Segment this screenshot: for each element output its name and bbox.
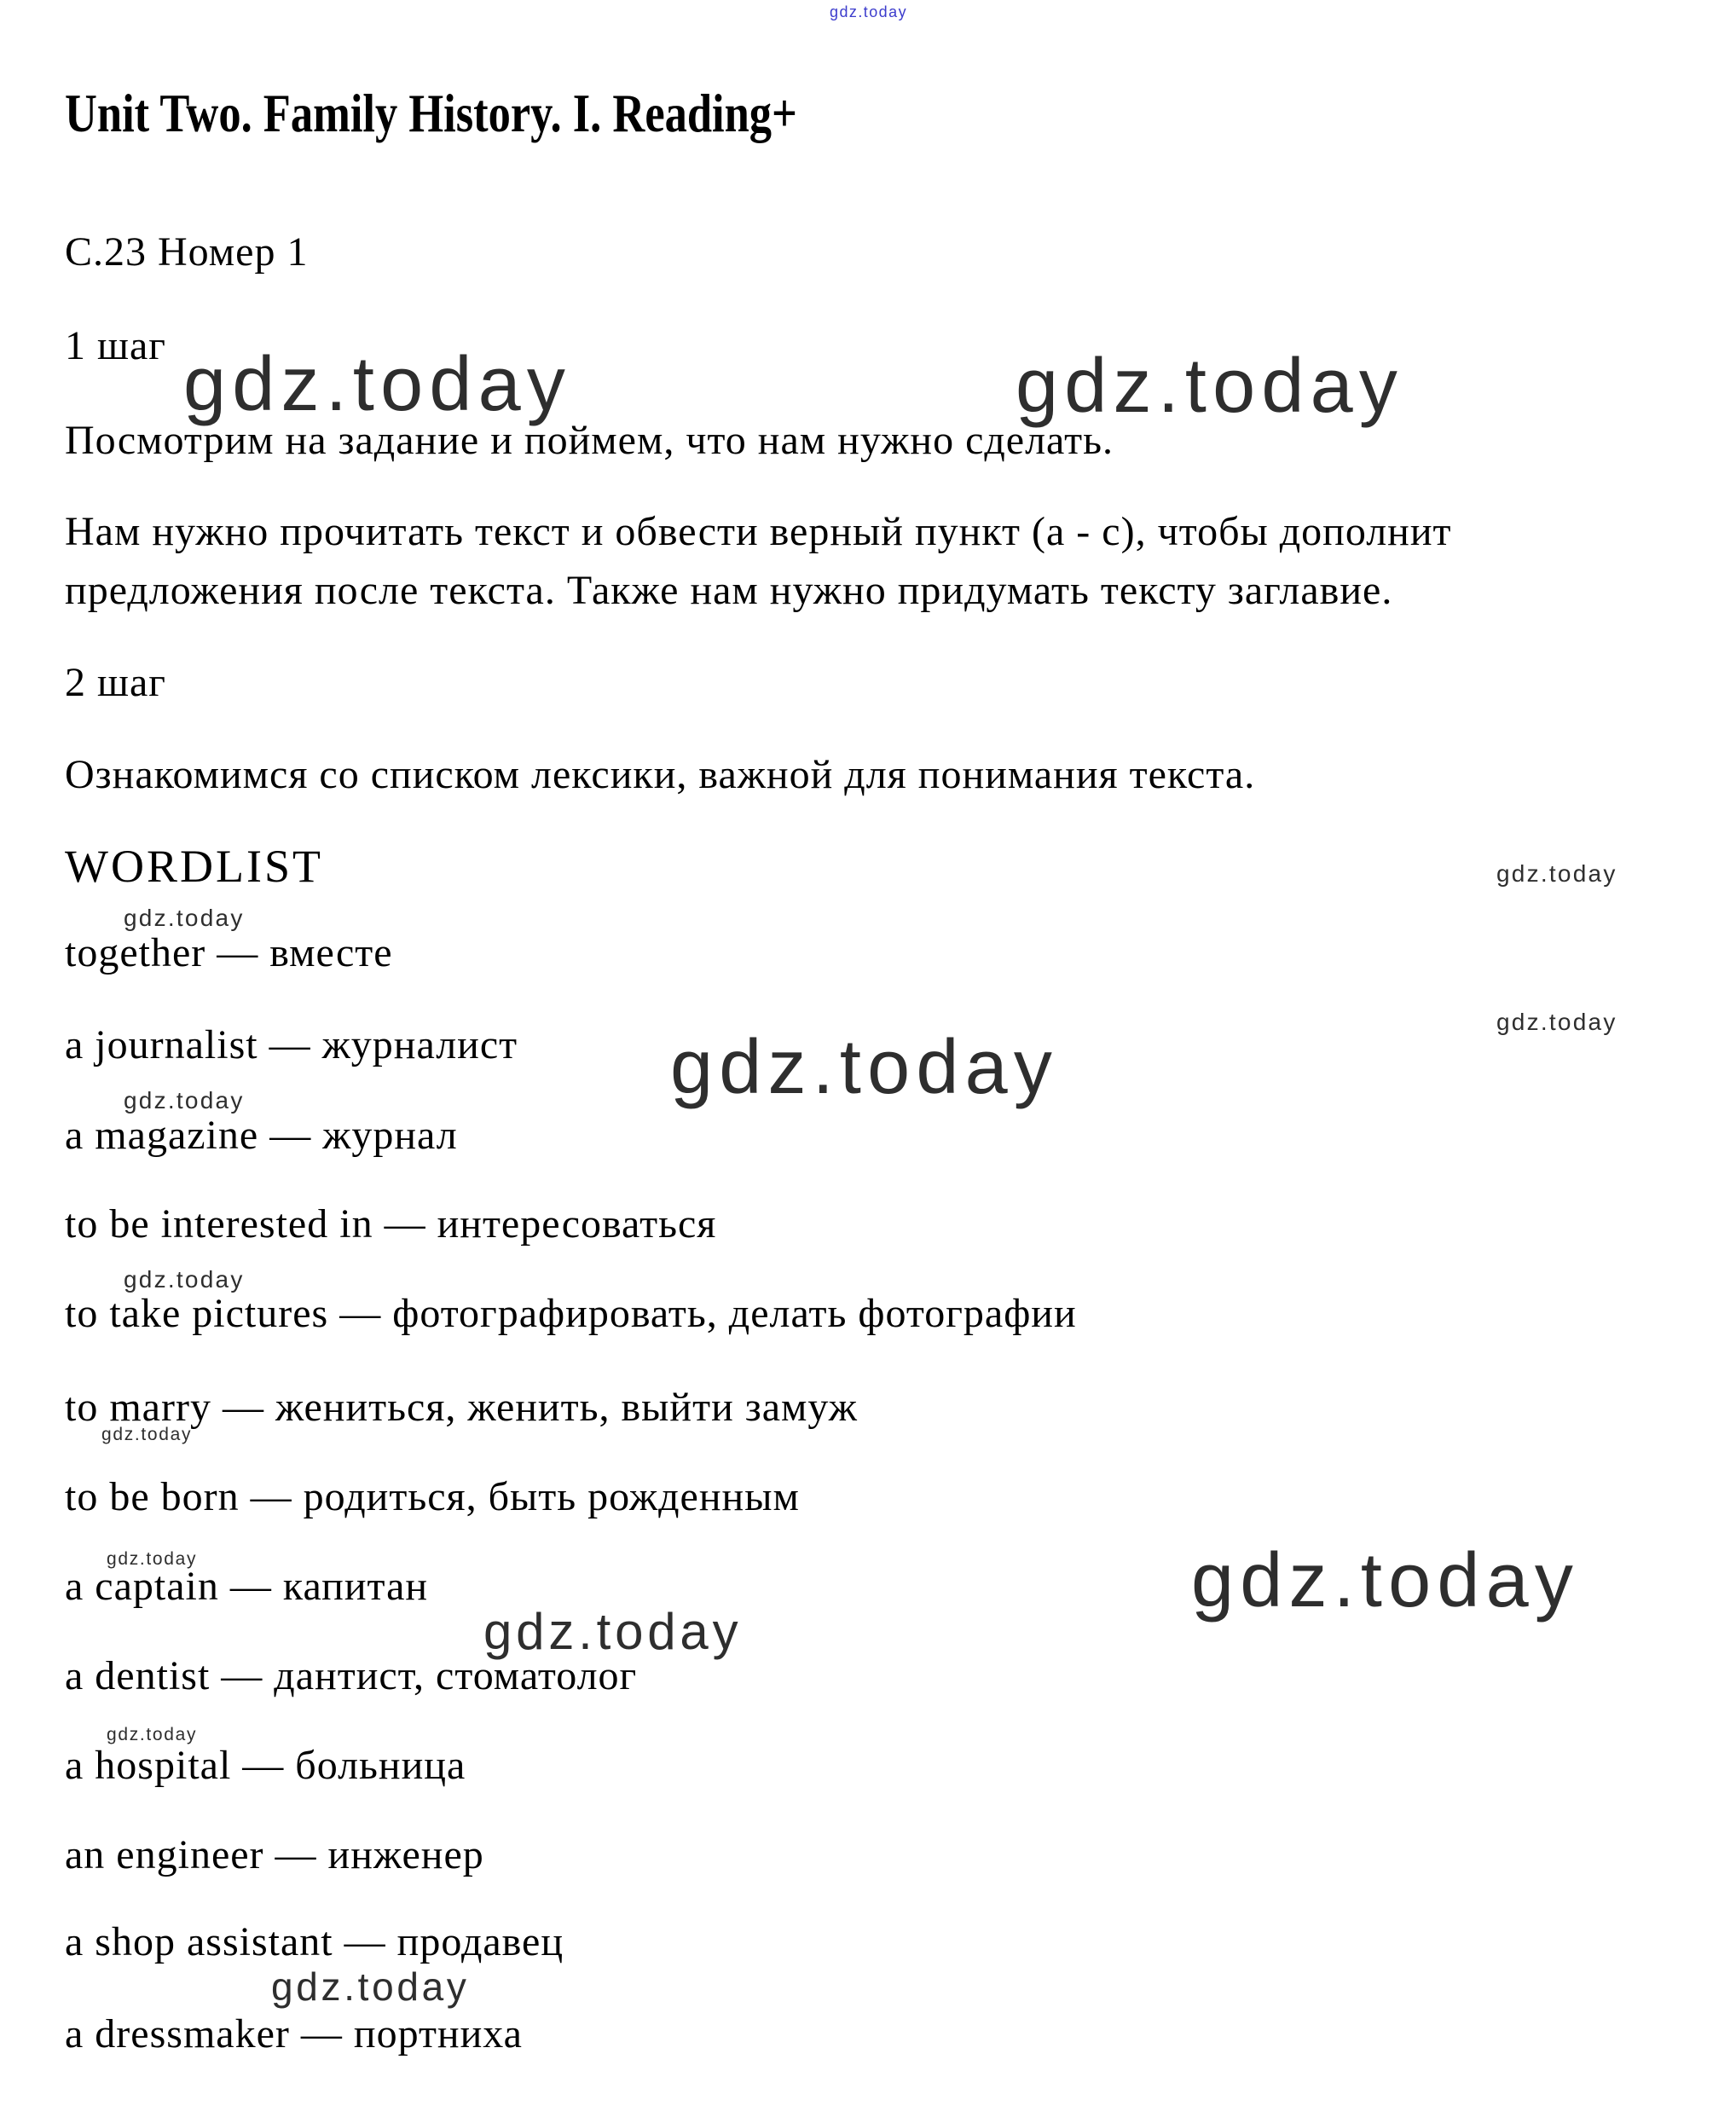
watermark-gdz-small-left-4: gdz.today (101, 1425, 193, 1444)
wordlist-item: a dentist — дантист, стоматолог (65, 1653, 638, 1698)
watermark-gdz-big-right-2: gdz.today (1191, 1538, 1580, 1623)
wordlist-item: to be interested in — интересоваться (65, 1201, 717, 1247)
wordlist-item: to take pictures — фотографировать, делать фотографии (65, 1291, 1077, 1336)
watermark-gdz-small-left-2: gdz.today (124, 1087, 245, 1114)
step-2-label: 2 шаг (65, 660, 166, 705)
wordlist-item: a journalist — журналист (65, 1022, 518, 1067)
wordlist-heading: WORDLIST (65, 841, 323, 892)
watermark-gdz-small-left-5: gdz.today (107, 1549, 198, 1569)
wordlist-item: together — вместе (65, 930, 393, 975)
watermark-gdz-small-left-1: gdz.today (124, 905, 245, 931)
wordlist-item: a shop assistant — продавец (65, 1919, 564, 1964)
wordlist-item: an engineer — инженер (65, 1832, 484, 1877)
page-title: Unit Two. Family History. I. Reading+ (65, 83, 797, 143)
wordlist-item: a dressmaker — портниха (65, 2011, 523, 2056)
watermark-gdz-medium-bottom: gdz.today (271, 1964, 470, 2009)
page-reference: С.23 Номер 1 (65, 229, 309, 275)
watermark-gdz-medium-center: gdz.today (483, 1603, 743, 1660)
wordlist-item: a magazine — журнал (65, 1113, 458, 1158)
watermark-gdz-big-left: gdz.today (183, 342, 572, 427)
step-1-text-line-1: Посмотрим на задание и поймем, что нам нужно сделать. (65, 418, 1114, 463)
watermark-gdz-top-blue: gdz.today (830, 3, 908, 20)
step-1-text-line-2: Нам нужно прочитать текст и обвести верный пункт (a - c), чтобы дополнит (65, 509, 1452, 554)
watermark-gdz-small-left-3: gdz.today (124, 1266, 245, 1293)
step-2-text-line-1: Ознакомимся со списком лексики, важной для понимания текста. (65, 752, 1256, 797)
wordlist-item: a captain — капитан (65, 1564, 429, 1609)
watermark-gdz-small-right-1: gdz.today (1496, 860, 1617, 887)
wordlist-item: a hospital — больница (65, 1743, 466, 1788)
step-1-label: 1 шаг (65, 323, 166, 368)
watermark-gdz-small-right-2: gdz.today (1496, 1009, 1617, 1035)
wordlist-item: to marry — жениться, женить, выйти замуж (65, 1385, 858, 1430)
watermark-gdz-big-center: gdz.today (670, 1025, 1059, 1110)
watermark-gdz-big-right: gdz.today (1016, 344, 1404, 429)
watermark-gdz-small-left-6: gdz.today (107, 1725, 198, 1744)
step-1-text-line-3: предложения после текста. Также нам нужно придумать тексту заглавие. (65, 568, 1393, 613)
wordlist-item: to be born — родиться, быть рожденным (65, 1474, 800, 1519)
